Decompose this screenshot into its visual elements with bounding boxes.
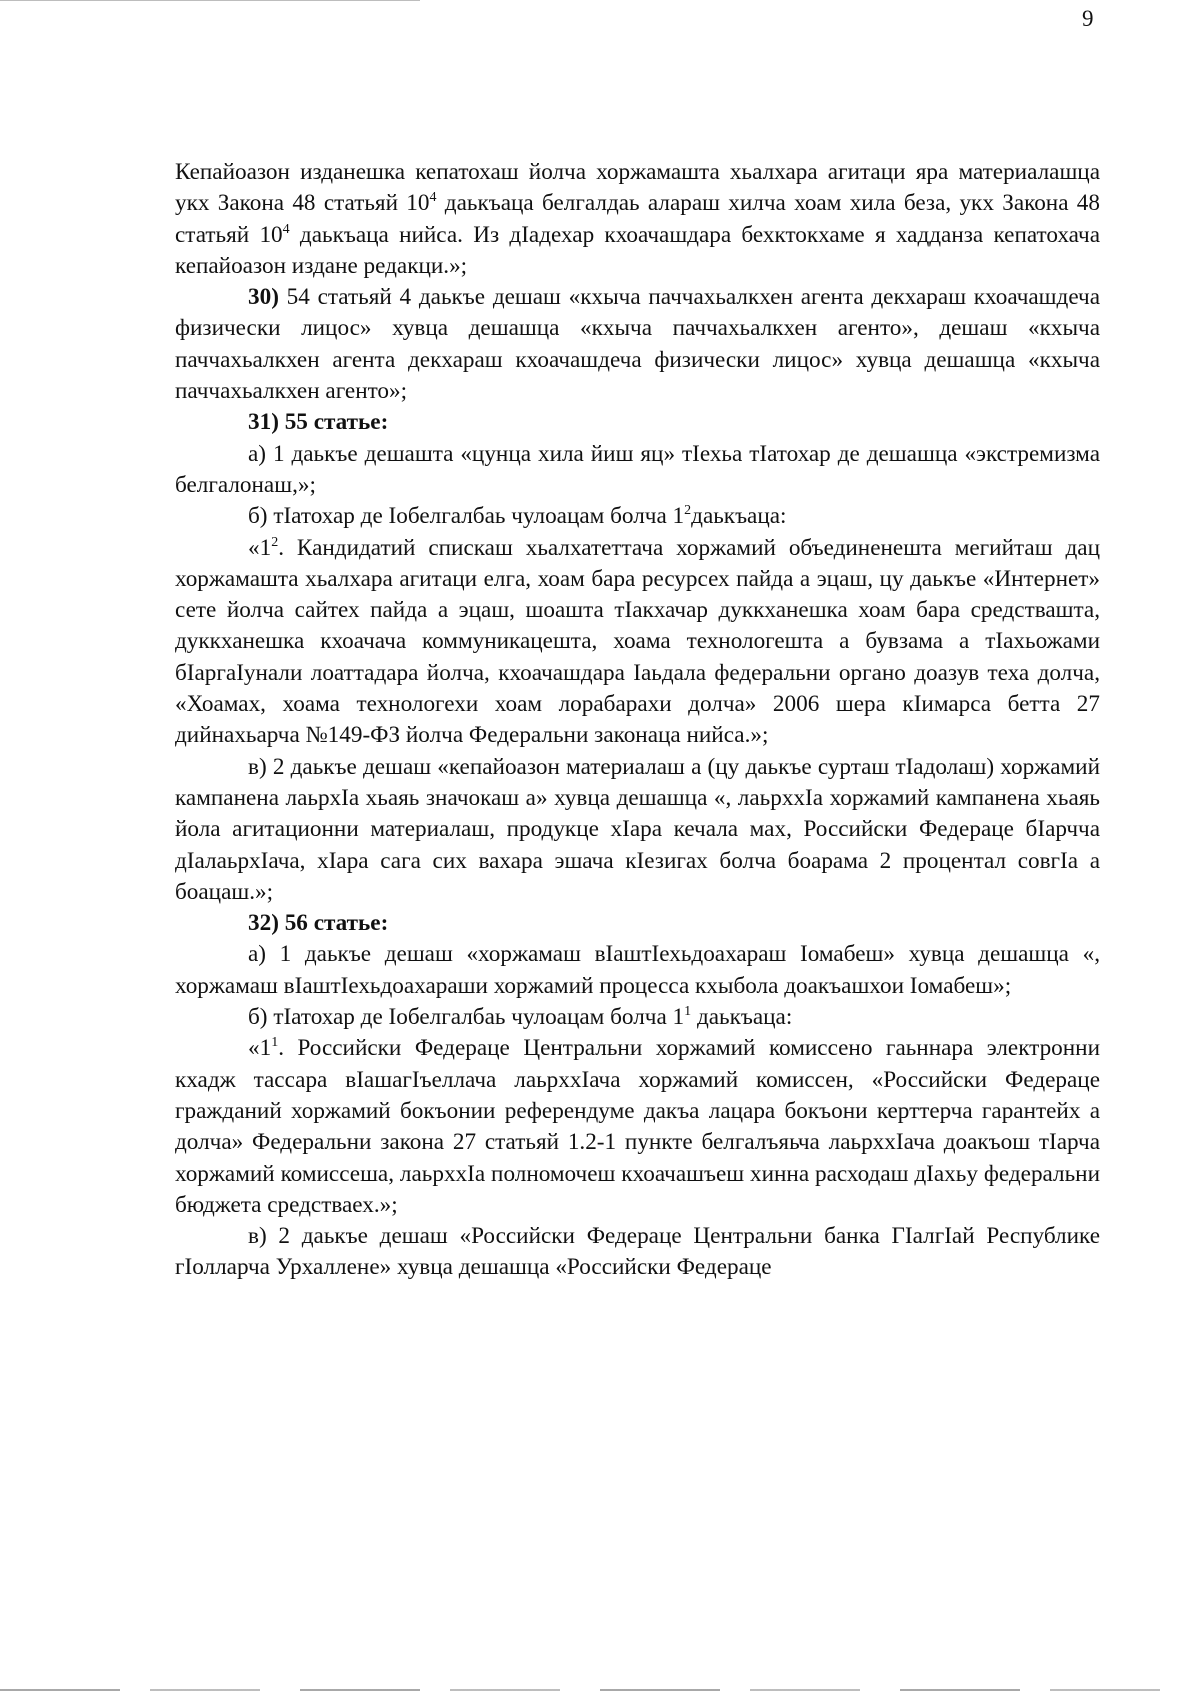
- paragraph-31v: в) 2 даькъе дешаш «кепайоазон материалаш а (цу даькъе сурташ тIадолаш) хоржамий кампанена лаьрхIа хьаяь значокаш а» хувца дешашца «, лаьрххIа хоржамий кампанена хьаяь йола агитационни материалаш, продукце хIара кечала мах, Российски Федераце бIарчча дIалаьрхIача, хIара сага сих вахара эшача кIезигах болча боарама 2 процентал совгIа а боацаш.»;: [175, 753, 1100, 905]
- document-body: [175, 157, 1100, 1284]
- paragraph-32b: [175, 1002, 1100, 1033]
- paragraph-text: даькъаца белгалдаь алараш хилча хоам хила беза, укх Закона 48 статьяй 10: [175, 190, 1100, 248]
- paragraph-text: б) тIатохар де Iобелгалбаь чулоацам болча 1: [248, 503, 685, 530]
- paragraph-31b: [175, 501, 1100, 532]
- superscript: 1: [684, 1004, 692, 1020]
- paragraph-text: «1: [248, 534, 272, 561]
- paragraph-text: даькъаца:: [691, 1004, 793, 1031]
- superscript: 1: [271, 1035, 279, 1051]
- paragraph-text: «1: [248, 1035, 272, 1062]
- paragraph-quote-1-1: [175, 1033, 1100, 1221]
- paragraph-text: . Кандидатий спискаш хьалхатеттача хоржамий объединенешта мегийташ дац хоржамашта хьалхара агитаци елга, хоам бара ресурсех пайда а эцаш, цу даькъе «Интернет» сете йолча сайтех пайда а эцаш, шоашта тIакхачар дуккханешка хоам бара средствашта, дуккханешка кхоачача коммуникацешта, хоама технологешта а бувзама а тIахьожами бIаргаIунали лоаттадара йолча, кхоачашдара Iаьдала федеральни органо доазув теха долча, «Хоамах, хоама технологехи хоам лорабарахи долча» 2006 шера кIимарса бетта 27 дийнахьарча №149-ФЗ йолча Федеральни законаца нийса.»;: [175, 534, 1100, 749]
- paragraph-text: даькъаца:: [691, 503, 787, 530]
- scan-edge-top: [0, 0, 420, 1]
- superscript: 2: [684, 503, 692, 519]
- page-number: 9: [1082, 6, 1094, 31]
- paragraph-32v: в) 2 даькъе дешаш «Российски Федераце Центральни банка ГIалгIай Республике гIолларча Урхаллене» хувца дешашца «Российски Федераце: [175, 1223, 1100, 1281]
- superscript: 4: [429, 190, 437, 206]
- paragraph-1-continuation: [175, 157, 1100, 282]
- paragraph-text: Кепайоазон изданешка кепатохаш йолча хоржамашта хьалхара агитаци яра материалашца укх Закона 48 статьяй 10: [175, 159, 1100, 217]
- paragraph-text: . Российски Федераце Центральни хоржамий комиссено гаьннара электронни кхадж тассара вIашагIъеллача лаьрххIача хоржамий комиссен, «Российски Федераце гражданий хоржамий бокъонии референдуме дакъа лацара бокъони керттерча гарантейх а долча» Федеральни закона 27 статьяй 1.2-1 пункте белгалъяьча лаьрххIача доакъош тIарча хоржамий комиссеша, лаьрххIа полномочеш кхоачашъеш хинна расходаш дIахьу федеральни бюджета средстваех.»;: [175, 1035, 1100, 1218]
- paragraph-quote-1-2: [175, 533, 1100, 752]
- paragraph-text: даькъаца нийса. Из дIадехар кхоачашдара бехктокхаме я хадданза кепатохача кепайоазон издане редакци.»;: [175, 221, 1100, 279]
- paragraph-text: б) тIатохар де Iобелгалбаь чулоацам болча 1: [248, 1004, 685, 1031]
- paragraph-31a: а) 1 даькъе дешашта «цунца хила йиш яц» тIехьа тIатохар де дешашца «экстремизма белгалонаш,»;: [175, 440, 1100, 498]
- superscript: 2: [271, 534, 279, 550]
- item-number: 30): [248, 284, 279, 311]
- scan-edge-bottom: [0, 1689, 1200, 1691]
- section-heading-31: 31) 55 статье:: [248, 409, 389, 436]
- paragraph-item-30: [175, 282, 1100, 407]
- paragraph-32a: а) 1 даькъе дешаш «хоржамаш вIаштIехьдоахараш Iомабеш» хувца дешашца «, хоржамаш вIаштIехьдоахараши хоржамий процесса кхыбола доакъашхои Iомабеш»;: [175, 941, 1100, 999]
- superscript: 4: [282, 221, 290, 237]
- section-heading-32: 32) 56 статье:: [248, 910, 389, 937]
- paragraph-text: 54 статьяй 4 даькъе дешаш «кхыча паччахьалкхен агента декхараш кхоачашдеча физически лицос» хувца дешашца «кхыча паччахьалкхен агенто», дешаш «кхыча паччахьалкхен агента декхараш кхоачашдеча физически лицос» хувца дешашца «кхыча паччахьалкхен агенто»;: [175, 284, 1100, 405]
